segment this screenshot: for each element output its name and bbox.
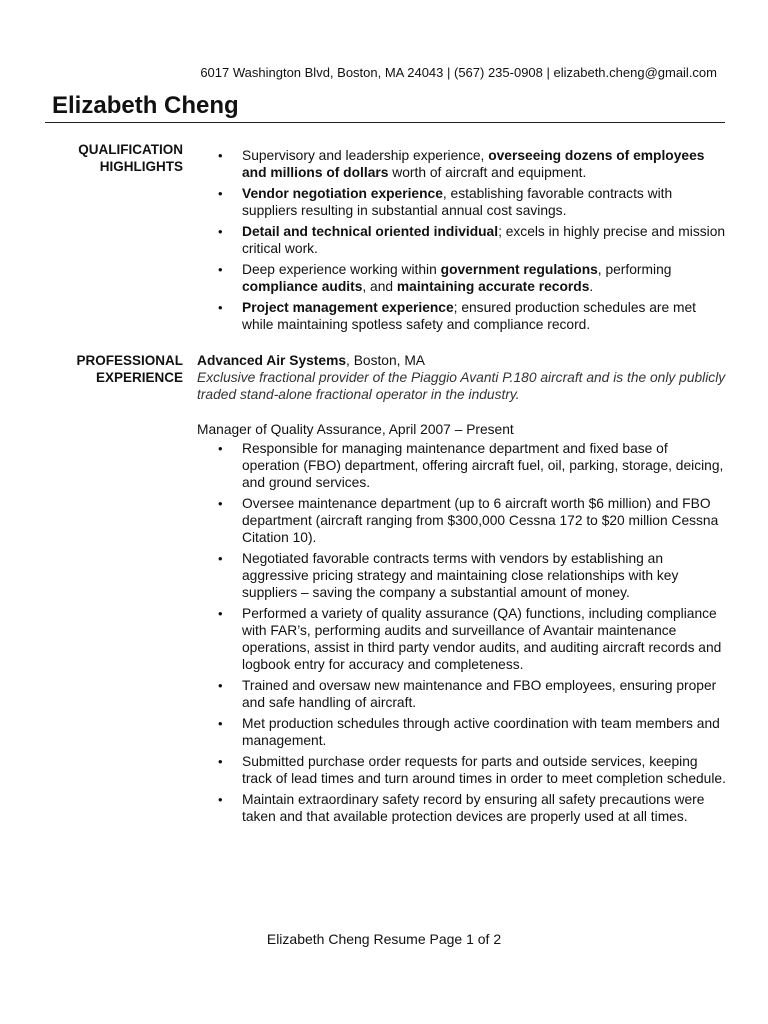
qualifications-heading-line1: QUALIFICATION — [78, 142, 183, 157]
bullet-icon: • — [218, 224, 223, 239]
experience-bullet — [197, 753, 727, 787]
page-footer: Elizabeth Cheng Resume Page 1 of 2 — [266, 931, 502, 947]
bullet-icon: • — [218, 754, 223, 769]
contact-line: 6017 Washington Blvd, Boston, MA 24043 | (567) 235-0908 | elizabeth.cheng@gmail.com — [200, 65, 717, 80]
bullet-icon: • — [218, 262, 223, 277]
qualifications-heading — [23, 141, 183, 175]
experience-bullet — [197, 605, 727, 673]
qualification-text: worth of aircraft and equipment. — [388, 165, 587, 180]
experience-bullet — [197, 715, 727, 749]
qualifications-heading-line2: HIGHLIGHTS — [99, 159, 183, 174]
qualification-item — [197, 299, 727, 333]
company-name: Advanced Air Systems — [197, 353, 347, 368]
job-title: Manager of Quality Assurance, April 2007 – Present — [197, 422, 514, 437]
bullet-icon: • — [218, 792, 223, 807]
qualification-text: , performing — [597, 262, 672, 277]
bullet-icon: • — [218, 551, 223, 566]
qualification-item — [197, 185, 727, 219]
bullet-icon: • — [218, 678, 223, 693]
experience-bullet-text: Negotiated favorable contracts terms with vendors by establishing an aggressive pricing strategy and maintaining close relationships with key suppliers – saving the company a substantial amount of money. — [242, 551, 679, 600]
experience-bullet-text: Met production schedules through active coordination with team members and management. — [242, 716, 720, 748]
qualification-emphasis: government regulations — [440, 262, 598, 277]
bullet-icon: • — [218, 606, 223, 621]
qualification-item — [197, 223, 727, 257]
qualification-item — [197, 147, 727, 181]
bullet-icon: • — [218, 716, 223, 731]
experience-heading-line1: PROFESSIONAL — [76, 353, 183, 368]
qualification-text: Supervisory and leadership experience, — [242, 148, 489, 163]
bullet-icon: • — [218, 186, 223, 201]
experience-heading-line2: EXPERIENCE — [95, 370, 183, 385]
experience-bullet-text: Submitted purchase order requests for parts and outside services, keeping track of lead times and turn around times in order to meet completion schedule. — [242, 754, 726, 786]
experience-bullet — [197, 440, 727, 491]
bullet-icon: • — [218, 148, 223, 163]
experience-bullet-list — [197, 440, 727, 825]
qualification-emphasis: overseeing dozens of employees and millions of dollars — [242, 148, 705, 180]
experience-bullet-text: Performed a variety of quality assurance (QA) functions, including compliance with FAR’s, performing audits and surveillance of Avantair maintenance operations, assist in third party vendor audits, and auditing aircraft records and logbook entry for accuracy and completeness. — [242, 606, 722, 672]
qualification-text: , and — [362, 279, 397, 294]
company-line — [197, 352, 727, 369]
experience-bullet-text: Oversee maintenance department (up to 6 aircraft worth $6 million) and FBO department (aircraft ranging from $300,000 Cessna 172 to $20 million Cessna Citation 10). — [242, 496, 719, 545]
bullet-icon: • — [218, 441, 223, 456]
experience-heading — [23, 352, 183, 386]
experience-bullet-text: Trained and oversaw new maintenance and FBO employees, ensuring proper and safe handling of aircraft. — [242, 678, 717, 710]
resume-name: Elizabeth Cheng — [52, 92, 239, 119]
qualifications-list — [197, 147, 727, 333]
qualification-item — [197, 261, 727, 295]
experience-bullet-text: Responsible for managing maintenance department and fixed base of operation (FBO) department, offering aircraft fuel, oil, parking, storage, deicing, and ground services. — [242, 441, 724, 490]
bullet-icon: • — [218, 300, 223, 315]
bullet-icon: • — [218, 496, 223, 511]
qualification-text: . — [589, 279, 594, 294]
qualification-emphasis: Detail and technical oriented individual — [242, 224, 499, 239]
experience-bullet — [197, 495, 727, 546]
experience-bullet-text: Maintain extraordinary safety record by ensuring all safety precautions were taken and that available protection devices are properly used at all times. — [242, 792, 705, 824]
qualification-emphasis: maintaining accurate records — [396, 279, 590, 294]
qualification-text: ; excels in highly precise and mission critical work. — [242, 224, 726, 256]
qualification-text: Deep experience working within — [242, 262, 441, 277]
header-divider — [45, 122, 725, 123]
experience-bullet — [197, 550, 727, 601]
qualification-emphasis: Project management experience — [242, 300, 454, 315]
qualification-emphasis: Vendor negotiation experience — [242, 186, 443, 201]
qualification-emphasis: compliance audits — [242, 279, 363, 294]
company-description: Exclusive fractional provider of the Piaggio Avanti P.180 aircraft and is the only publicly traded stand-alone fractional operator in the industry. — [197, 370, 726, 402]
experience-bullet — [197, 791, 727, 825]
experience-bullet — [197, 677, 727, 711]
qualification-text: , establishing favorable contracts with suppliers resulting in substantial annual cost savings. — [242, 186, 673, 218]
company-location: , Boston, MA — [346, 353, 426, 368]
qualification-text: ; ensured production schedules are met while maintaining spotless safety and compliance record. — [242, 300, 697, 332]
